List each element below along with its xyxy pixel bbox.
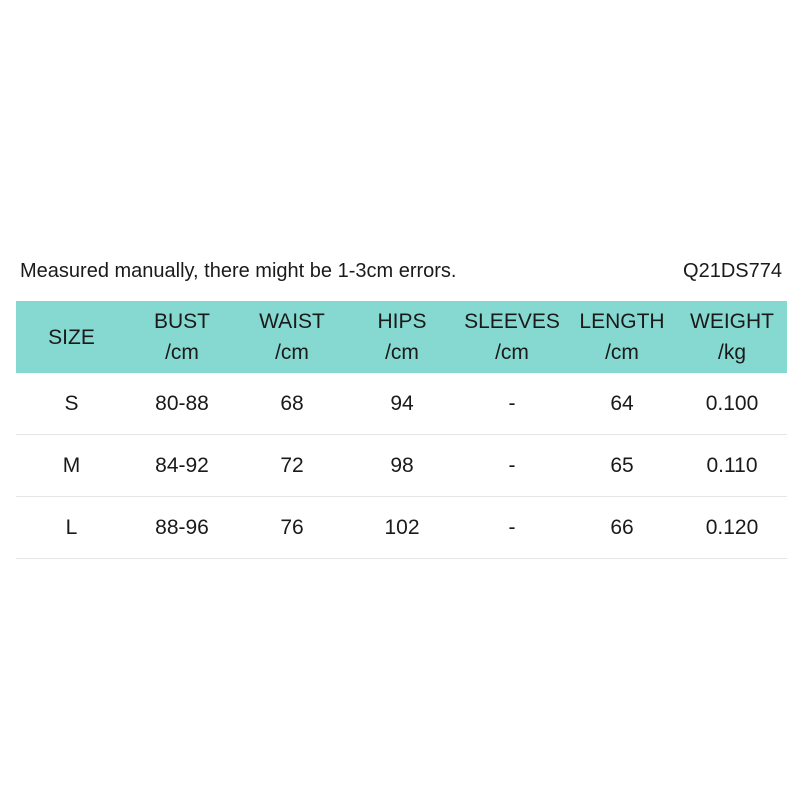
table-cell-weight: 0.110 xyxy=(706,454,758,477)
header-unit: /cm xyxy=(275,341,309,364)
table-cell-length: 65 xyxy=(610,454,634,477)
table-cell-length: 66 xyxy=(610,516,634,539)
header-waist xyxy=(237,301,347,373)
size-chart-table xyxy=(16,301,787,559)
header-unit: /cm xyxy=(165,341,199,364)
table-cell-waist: 72 xyxy=(280,454,304,477)
header-label: SLEEVES xyxy=(464,310,560,333)
header-unit: /cm xyxy=(495,341,529,364)
header-label: SIZE xyxy=(48,325,95,349)
table-header-row xyxy=(16,301,787,373)
table-cell-sleeves: - xyxy=(508,454,516,477)
table-cell-weight: 0.120 xyxy=(705,516,759,539)
header-weight xyxy=(677,301,787,373)
table-row xyxy=(16,497,787,559)
header-unit: /cm xyxy=(605,341,639,364)
table-row xyxy=(16,435,787,497)
header-hips xyxy=(347,301,457,373)
table-cell-size: M xyxy=(62,454,81,477)
table-cell-size: S xyxy=(64,392,79,415)
measurement-note: Measured manually, there might be 1-3cm errors. xyxy=(20,260,457,282)
table-cell-hips: 94 xyxy=(390,392,414,415)
table-cell-bust: 88-96 xyxy=(155,516,209,539)
header-length xyxy=(567,301,677,373)
table-cell-bust: 84-92 xyxy=(155,454,209,477)
table-row xyxy=(16,373,787,435)
header-unit: /kg xyxy=(717,341,746,364)
header-bust xyxy=(127,301,237,373)
header-label: WAIST xyxy=(259,310,325,333)
table-cell-length: 64 xyxy=(610,392,634,415)
table-cell-hips: 98 xyxy=(390,454,414,477)
header-label: BUST xyxy=(153,310,210,333)
product-code: Q21DS774 xyxy=(683,260,782,282)
table-cell-bust: 80-88 xyxy=(155,392,209,415)
header-size xyxy=(16,301,127,373)
table-cell-weight: 0.100 xyxy=(705,392,759,415)
header-label: HIPS xyxy=(377,310,427,333)
table-cell-sleeves: - xyxy=(508,516,516,539)
table-cell-hips: 102 xyxy=(384,516,420,539)
header-unit: /cm xyxy=(385,341,419,364)
header-sleeves xyxy=(457,301,567,373)
table-cell-sleeves: - xyxy=(508,392,516,415)
table-cell-size: L xyxy=(65,516,78,539)
table-cell-waist: 76 xyxy=(280,516,304,539)
table-cell-waist: 68 xyxy=(280,392,304,415)
header-label: WEIGHT xyxy=(690,310,774,333)
header-label: LENGTH xyxy=(579,310,665,333)
